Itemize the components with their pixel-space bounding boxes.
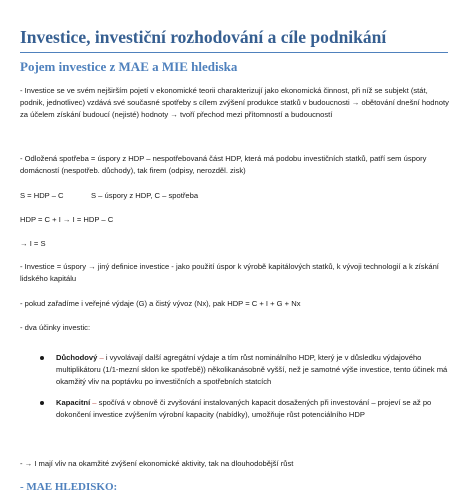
equation-result: → I = S xyxy=(20,239,46,248)
list-item-text: – i vyvolávají další agregátní výdaje a tím růst nominálního HDP, který je v důsledku výdajového multiplikátoru (1/1-mezní sklon ke spotřebě)) několikanásobně vyšší, než je samotné výše investice, tento účinek má okamžitý vliv na poptávku po investičních a spotřebních statcích xyxy=(56,353,448,386)
effects-list xyxy=(40,352,450,430)
bullet-icon xyxy=(40,356,44,360)
list-item-term: Kapacitní xyxy=(56,398,91,407)
paragraph-definition: - Investice se ve svém nejširším pojetí v ekonomické teorii charakterizují jako ekonomická činnost, při níž se subjekt (stát, podnik, jednotlivec) vzdává své současné spotřeby s cílem zvýšení produkce statků v budoucnosti → obětování dnešní hodnoty za účelem získání budoucí (nejisté) hodnoty → tvoří přechod mezi přítomností a budoucností xyxy=(20,86,449,119)
title-underline xyxy=(20,52,448,53)
equation-hdp: HDP = C + I → I = HDP – C xyxy=(20,215,114,224)
bullet-icon xyxy=(40,401,44,405)
section-heading: Pojem investice z MAE a MIE hlediska xyxy=(20,59,238,74)
equation-savings: S = HDP – C S – úspory z HDP, C – spotřeba xyxy=(20,191,199,200)
section-heading-mae: - MAE HLEDISKO: xyxy=(20,481,118,493)
document-title: Investice, investiční rozhodování a cíle podnikání xyxy=(20,27,387,47)
paragraph-investment-definition: - Investice = úspory → jiný definice investice - jako použití úspor k výrobě kapitálových statků, k vývoji technologií a k získání lidského kapitálu xyxy=(20,262,439,283)
list-item xyxy=(40,352,450,388)
list-item xyxy=(40,397,450,421)
paragraph-conclusion: - → I mají vliv na okamžité zvýšení ekonomické aktivity, tak na dlouhodobější růst xyxy=(20,459,294,468)
paragraph-savings: - Odložená spotřeba = úspory z HDP – nespotřebovaná část HDP, která má podobu investičních statků, patří sem úspory domácností (nespotřeb. důchody), tak firem (odpisy, nerozděl. zisk) xyxy=(20,154,427,175)
paragraph-effects-intro: - dva účinky investic: xyxy=(20,323,91,332)
list-item-text: – spočívá v obnově či zvyšování instalovaných kapacit dosažených při investování – projeví se až po dokončení investice zvýšením výrobní kapacity (nabídky), umožňuje růst potenciálního HDP xyxy=(56,398,432,419)
paragraph-gdp-formula: - pokud zařadíme i veřejné výdaje (G) a čistý vývoz (Nx), pak HDP = C + I + G + Nx xyxy=(20,299,301,308)
list-item-term: Důchodový xyxy=(56,353,98,362)
